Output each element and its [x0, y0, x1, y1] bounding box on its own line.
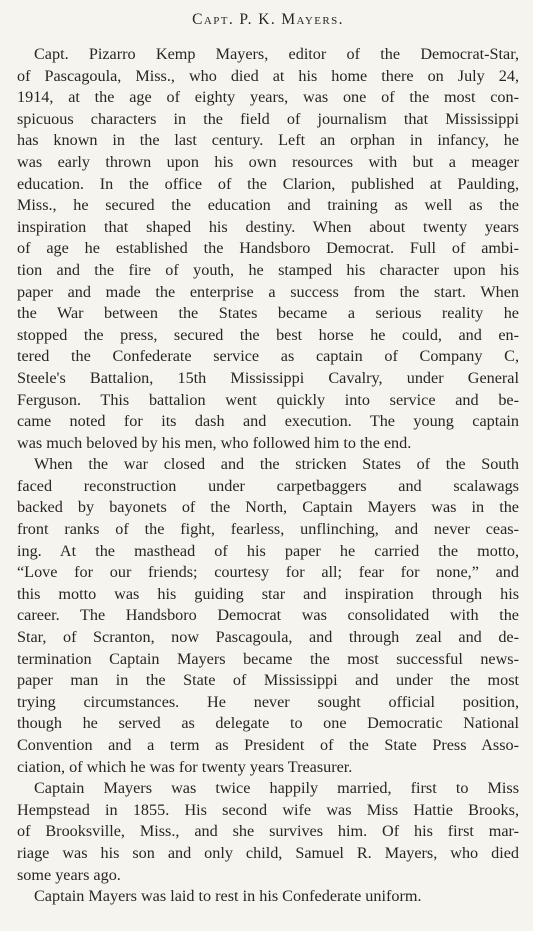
- text-line: Convention and a term as President of the State Press Asso-: [17, 736, 519, 754]
- text-line: education. In the office of the Clarion, published at Paulding,: [17, 174, 519, 193]
- text-line: trying circumstances. He never sought official position,: [17, 692, 519, 711]
- text-line: though he served as delegate to one Democratic National: [17, 714, 519, 733]
- text-line: Captain Mayers was laid to rest in his Confederate uniform.: [34, 887, 422, 906]
- text-line: the War between the States became a serious reality he: [17, 304, 519, 323]
- text-line: inspiration that shaped his destiny. When about twenty years: [17, 217, 519, 236]
- text-line: some years ago.: [17, 865, 121, 884]
- text-line: Star, of Scranton, now Pascagoula, and through zeal and de-: [17, 628, 519, 647]
- paragraph: [17, 44, 519, 454]
- text-line: spicuous characters in the field of journalism that Mississippi: [17, 109, 519, 128]
- text-line: was early thrown upon his own resources with but a meager: [17, 152, 519, 171]
- paragraph: [17, 454, 519, 778]
- text-line: tered the Confederate service as captain of Company C,: [17, 347, 519, 366]
- text-line: of Pascagoula, Miss., who died at his home there on July 24,: [17, 66, 519, 85]
- text-line: stopped the press, secured the best horse he could, and en-: [17, 325, 519, 344]
- text-line: backed by bayonets of the North, Captain Mayers was in the: [17, 498, 519, 517]
- text-line: of Brooksville, Miss., and she survives him. Of his first mar-: [17, 822, 519, 841]
- text-line: Steele's Battalion, 15th Mississippi Cavalry, under General: [17, 368, 519, 387]
- text-line: front ranks of the fight, fearless, unflinching, and never ceas-: [17, 520, 519, 539]
- text-line: ing. At the masthead of his paper he carried the motto,: [17, 541, 519, 560]
- page-title: Capt. P. K. Mayers.: [192, 11, 344, 28]
- paragraph: [17, 886, 519, 908]
- text-line: Ferguson. This battalion went quickly into service and be-: [17, 390, 519, 409]
- text-line: of age he established the Handsboro Democrat. Full of ambi-: [17, 239, 519, 258]
- text-line: ciation, of which he was for twenty years Treasurer.: [17, 757, 353, 776]
- text-line: Capt. Pizarro Kemp Mayers, editor of the Democrat-Star,: [34, 45, 519, 63]
- text-line: 1914, at the age of eighty years, was one of the most con-: [17, 88, 519, 107]
- document-page: [17, 8, 519, 908]
- text-line: riage was his son and only child, Samuel R. Mayers, who died: [17, 843, 519, 862]
- text-line: Miss., he secured the education and training as well as the: [17, 196, 519, 215]
- text-line: termination Captain Mayers became the most successful news-: [17, 649, 519, 668]
- text-line: career. The Handsboro Democrat was consolidated with the: [17, 606, 519, 625]
- text-line: tion and the fire of youth, he stamped his character upon his: [17, 260, 519, 279]
- text-line: Captain Mayers was twice happily married, first to Miss: [34, 779, 519, 798]
- text-line: faced reconstruction under carpetbaggers and scalawags: [17, 476, 519, 495]
- text-line: Hempstead in 1855. His second wife was Miss Hattie Brooks,: [17, 800, 519, 819]
- text-line: came noted for its dash and execution. The young captain: [17, 412, 519, 431]
- text-line: “Love for our friends; courtesy for all; fear for none,” and: [17, 563, 519, 582]
- article-body: [17, 44, 519, 908]
- text-line: When the war closed and the stricken States of the South: [34, 455, 519, 474]
- text-line: paper and made the enterprise a success from the start. When: [17, 282, 519, 301]
- text-line: paper man in the State of Mississippi and under the most: [17, 671, 519, 690]
- text-line: has known in the last century. Left an orphan in infancy, he: [17, 131, 519, 150]
- text-line: was much beloved by his men, who followed him to the end.: [17, 433, 412, 452]
- paragraph: [17, 778, 519, 886]
- text-line: this motto was his guiding star and inspiration through his: [17, 584, 519, 603]
